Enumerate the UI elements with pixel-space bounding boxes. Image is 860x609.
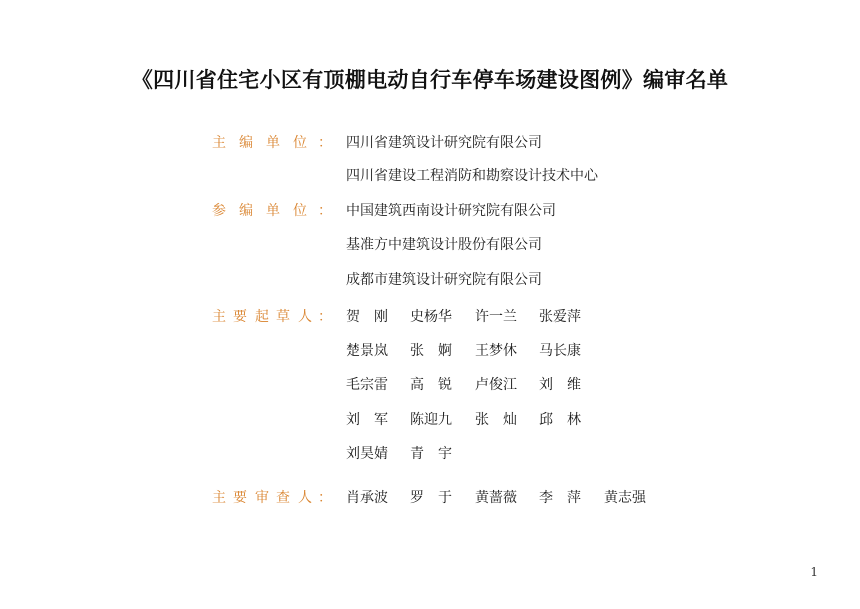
person-name: 张 婀	[410, 343, 452, 359]
person-name: 刘 军	[346, 412, 388, 428]
person-name: 楚景岚	[346, 343, 388, 359]
main-reviewers-label	[212, 488, 332, 508]
label-char: 人	[298, 309, 312, 325]
label-char: 要	[233, 490, 247, 506]
unit-name: 中国建筑西南设计研究院有限公司	[346, 203, 556, 219]
label-char: 参	[212, 203, 226, 219]
label-char: 主	[212, 135, 226, 151]
label-colon: ：	[318, 135, 332, 151]
person-name: 陈迎九	[410, 412, 452, 428]
person-name: 马长康	[539, 343, 581, 359]
person-name: 高 锐	[410, 377, 452, 393]
main-drafters-label	[212, 307, 332, 327]
label-char: 要	[233, 309, 247, 325]
label-char: 位	[293, 203, 307, 219]
label-char: 人	[298, 490, 312, 506]
person-name: 张爱萍	[539, 309, 581, 325]
unit-name: 四川省建筑设计研究院有限公司	[346, 135, 542, 151]
label-colon: ：	[318, 490, 332, 506]
person-name: 青 宇	[410, 446, 452, 462]
person-name: 卢俊江	[475, 377, 517, 393]
label-char: 位	[293, 135, 307, 151]
person-name: 黄蔷薇	[475, 490, 517, 506]
person-name: 黄志强	[604, 490, 646, 506]
label-char: 单	[266, 203, 280, 219]
label-colon: ：	[318, 309, 332, 325]
person-name: 许一兰	[475, 309, 517, 325]
label-colon: ：	[318, 203, 332, 219]
person-name: 肖承波	[346, 490, 388, 506]
label-char: 主	[212, 490, 226, 506]
label-char: 单	[266, 135, 280, 151]
label-char: 起	[255, 309, 269, 325]
unit-name: 四川省建设工程消防和勘察设计技术中心	[346, 168, 598, 184]
label-char: 编	[239, 135, 253, 151]
page-number: 1	[810, 565, 818, 579]
person-name: 贺 刚	[346, 309, 388, 325]
label-char: 编	[239, 203, 253, 219]
person-name: 李 萍	[539, 490, 581, 506]
chief-editor-units-label	[212, 133, 332, 153]
person-name: 刘 维	[539, 377, 581, 393]
person-name: 王梦休	[475, 343, 517, 359]
person-name: 张 灿	[475, 412, 517, 428]
unit-name: 成都市建筑设计研究院有限公司	[346, 272, 542, 288]
participating-units-label	[212, 201, 332, 221]
person-name: 邱 林	[539, 412, 581, 428]
unit-name: 基准方中建筑设计股份有限公司	[346, 237, 542, 253]
label-char: 主	[212, 309, 226, 325]
person-name: 刘昊婧	[346, 446, 388, 462]
label-char: 草	[276, 309, 290, 325]
label-char: 查	[276, 490, 290, 506]
document-title: 《四川省住宅小区有顶棚电动自行车停车场建设图例》编审名单	[131, 68, 729, 92]
person-name: 史杨华	[410, 309, 452, 325]
person-name: 罗 于	[410, 490, 452, 506]
person-name: 毛宗雷	[346, 377, 388, 393]
label-char: 审	[255, 490, 269, 506]
